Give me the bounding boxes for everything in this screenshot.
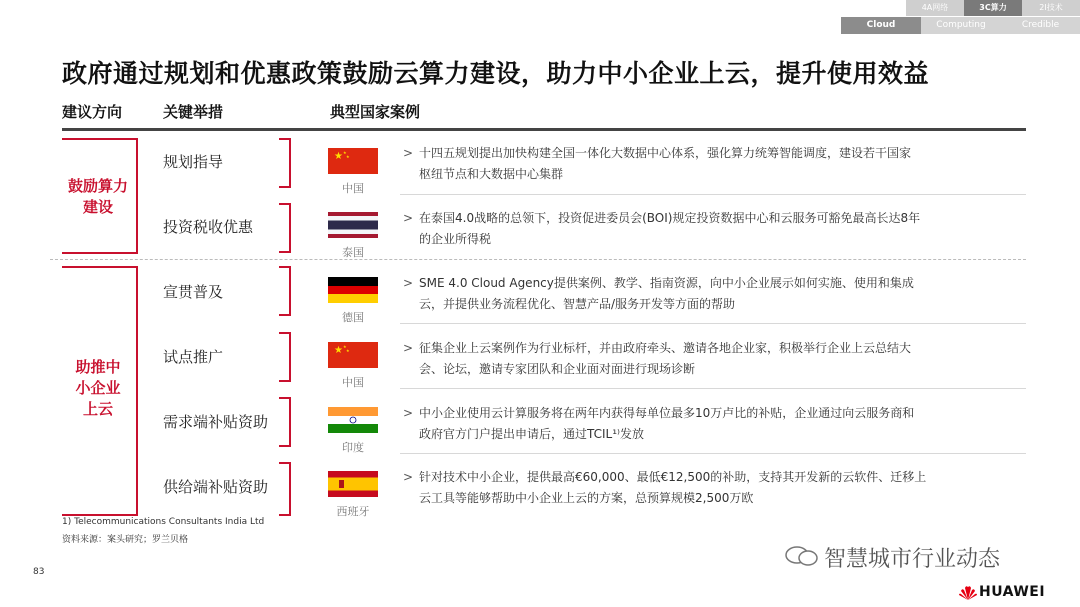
tab-2i-technology[interactable]: 2I技术: [1022, 0, 1080, 16]
brand-name: HUAWEI: [979, 584, 1046, 600]
arrow-icon: >: [403, 146, 414, 160]
measure-bracket: [279, 203, 291, 253]
arrow-icon: >: [403, 406, 414, 420]
country-label: 印度: [342, 441, 364, 454]
spain-flag-icon: [328, 471, 378, 497]
tab-cloud[interactable]: Cloud: [841, 17, 921, 34]
measure-planning: 规划指导: [163, 153, 224, 171]
case-line: 会、论坛，邀请专家团队和企业面对面进行现场诊断: [419, 362, 696, 376]
wechat-icon: [784, 545, 820, 567]
measure-bracket: [279, 266, 291, 316]
watermark-text: 智慧城市行业动态: [824, 547, 1001, 572]
measure-demand-subsidy: 需求端补贴资助: [163, 413, 269, 431]
tab-computing[interactable]: Computing: [921, 17, 1001, 34]
china-flag-icon: [328, 148, 378, 174]
case-text: [403, 467, 1003, 509]
case-text: [403, 403, 1003, 445]
page-title: 政府通过规划和优惠政策鼓励云算力建设，助力中小企业上云，提升使用效益: [62, 59, 930, 88]
case-line: 云工具等能够帮助中小企业上云的方案，总预算规模2,500万欧: [419, 491, 754, 505]
header-divider: [62, 128, 1026, 131]
arrow-icon: >: [403, 341, 414, 355]
case-line: SME 4.0 Cloud Agency提供案例、教学、指南资源，向中小企业展示如何实施、使用和集成: [419, 276, 914, 290]
case-line: 云，并提供业务流程优化、智慧产品/服务开发等方面的帮助: [419, 297, 736, 311]
row-divider: [400, 323, 1026, 324]
country-label: 中国: [342, 182, 364, 195]
measure-bracket: [279, 138, 291, 188]
case-text: [403, 208, 1003, 250]
germany-flag-icon: [328, 277, 378, 303]
case-text: [403, 143, 1003, 185]
svg-text:★: ★: [346, 154, 350, 159]
svg-text:★: ★: [334, 151, 343, 162]
case-line: 十四五规划提出加快构建全国一体化大数据中心体系，强化算力统筹智能调度，建设若干国家: [419, 146, 912, 160]
row-divider: [400, 388, 1026, 389]
category-label-compute: 鼓励算力建设: [67, 177, 128, 216]
section-tabs-top: [906, 0, 1080, 16]
measure-bracket: [279, 332, 291, 382]
row-divider: [400, 453, 1026, 454]
case-line: 政府官方门户提出申请后，通过TCIL¹⁾发放: [419, 427, 644, 441]
country-label: 德国: [342, 311, 364, 324]
thailand-flag-icon: [328, 212, 378, 238]
measure-promotion: 宣贯普及: [163, 283, 224, 301]
arrow-icon: >: [403, 276, 414, 290]
country-label: 泰国: [342, 246, 364, 259]
measure-supply-subsidy: 供给端补贴资助: [163, 478, 269, 496]
footnote: 1) Telecommunications Consultants India Ltd: [62, 517, 265, 527]
tab-3c-computing[interactable]: 3C算力: [964, 0, 1022, 16]
column-header-measures: 关键举措: [163, 103, 224, 121]
india-flag-icon: [328, 407, 378, 433]
measure-bracket: [279, 462, 291, 516]
svg-text:★: ★: [346, 348, 350, 353]
column-header-direction: 建议方向: [62, 103, 123, 121]
measure-bracket: [279, 397, 291, 447]
category-label-sme: 助推中小企业上云: [75, 358, 121, 418]
china-flag-icon: [328, 342, 378, 368]
svg-text:★: ★: [334, 345, 343, 356]
arrow-icon: >: [403, 470, 414, 484]
country-label: 中国: [342, 376, 364, 389]
measure-tax-incentive: 投资税收优惠: [163, 218, 254, 236]
arrow-icon: >: [403, 211, 414, 225]
tab-4a-network[interactable]: 4A网络: [906, 0, 964, 16]
case-line: 针对技术中小企业，提供最高€60,000、最低€12,500的补助，支持其开发新的云软件、迁移上: [419, 470, 927, 484]
svg-text:★: ★: [343, 344, 347, 349]
row-divider: [400, 194, 1026, 195]
huawei-logo-icon: [958, 582, 978, 602]
source-note: 资料来源：案头研究；罗兰贝格: [62, 535, 189, 545]
svg-text:★: ★: [343, 150, 347, 155]
case-text: [403, 273, 1003, 315]
measure-pilot: 试点推广: [163, 348, 224, 366]
column-header-cases: 典型国家案例: [330, 103, 421, 121]
section-divider: [50, 259, 1026, 260]
case-line: 枢纽节点和大数据中心集群: [419, 167, 564, 181]
section-tabs-sub: [841, 17, 1080, 34]
case-line: 征集企业上云案例作为行业标杆，并由政府牵头、邀请各地企业家，积极举行企业上云总结大: [419, 341, 912, 355]
page-number: 83: [33, 567, 45, 577]
case-line: 中小企业使用云计算服务将在两年内获得每单位最多10万卢比的补贴，企业通过向云服务商和: [419, 406, 915, 420]
case-text: [403, 338, 1003, 380]
tab-credible[interactable]: Credible: [1001, 17, 1080, 34]
country-label: 西班牙: [336, 505, 370, 518]
case-line: 的企业所得税: [419, 232, 492, 246]
case-line: 在泰国4.0战略的总领下，投资促进委员会(BOI)规定投资数据中心和云服务可豁免最高长达8年: [419, 211, 921, 225]
